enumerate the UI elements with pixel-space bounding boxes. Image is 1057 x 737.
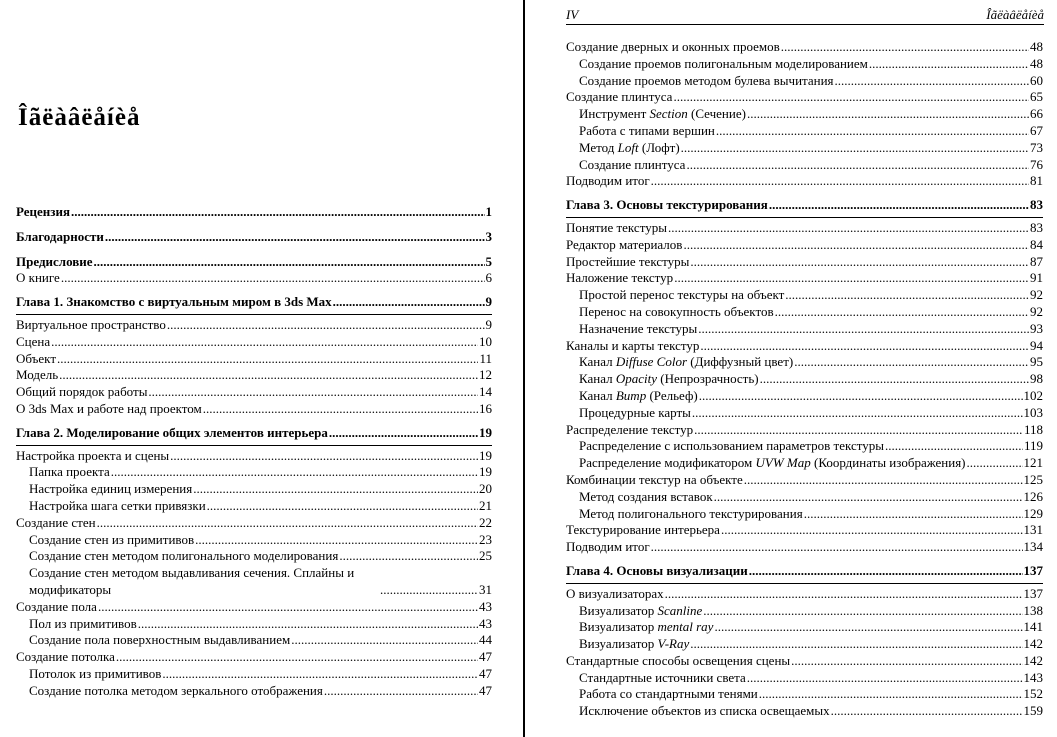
toc-entry (566, 405, 1043, 422)
dot-leader (721, 522, 1023, 539)
toc-entry-title: Распределение текстур (566, 421, 694, 437)
dot-leader (59, 367, 478, 384)
toc-entry-title-text: Канал (579, 354, 616, 370)
toc-entry (566, 287, 1043, 304)
dot-leader (51, 334, 478, 351)
toc-entry-title: Простейшие текстуры (566, 253, 690, 269)
toc-entry (566, 237, 1043, 254)
toc-entry-title: Стандартные способы освещения сцены (566, 652, 791, 668)
toc-entry-title: Процедурные карты (579, 404, 691, 420)
toc-entry (566, 106, 1043, 123)
toc-entry-title: Глава 2. Моделирование общих элементов интерьера (16, 424, 328, 440)
toc-entry-title: Перенос на совокупность объектов (579, 303, 774, 319)
dot-leader (203, 401, 478, 418)
toc-entry-title: Создание стен (16, 514, 96, 530)
toc-page-number: 93 (1030, 320, 1043, 336)
toc-entry-title: Метод полигонального текстурирования (579, 505, 803, 521)
toc-page-number: 142 (1023, 636, 1043, 652)
toc-page-number: 119 (1023, 438, 1043, 454)
toc-entry-title: Глава 4. Основы визуализации (566, 562, 748, 578)
toc-entry (566, 506, 1043, 523)
toc-entry-title: Создание дверных и оконных проемов (566, 39, 780, 54)
dot-leader (162, 666, 478, 683)
dot-leader (694, 422, 1023, 439)
toc-page-number: 47 (479, 665, 492, 681)
dot-leader (674, 270, 1029, 287)
dot-leader (339, 548, 478, 565)
toc-entry (566, 670, 1043, 687)
toc-page-number: 44 (479, 632, 492, 648)
toc-page-number: 60 (1030, 72, 1043, 88)
toc-entry-title-text: Метод (579, 139, 618, 155)
toc-entry (566, 455, 1043, 472)
dot-leader (690, 636, 1022, 653)
toc-page-number: 5 (485, 253, 492, 269)
toc-entry-title-text: Инструмент (579, 106, 650, 122)
toc-entry-title: Простой перенос текстуры на объект (579, 287, 785, 303)
dot-leader (57, 351, 478, 368)
toc-page-number: 48 (1030, 55, 1043, 71)
toc-entry (566, 636, 1043, 653)
toc-page-number: 43 (479, 598, 492, 614)
dot-leader (94, 254, 485, 271)
toc-entry (566, 157, 1043, 174)
running-header (566, 6, 1044, 25)
toc-entry (566, 140, 1043, 157)
toc-major-entry (16, 254, 492, 271)
toc-entry-title-italic: Bump (615, 387, 647, 403)
dot-leader (700, 338, 1029, 355)
toc-page-number: 87 (1030, 253, 1043, 269)
toc-entry-title-text: Визуализатор (579, 602, 658, 618)
dot-leader (759, 686, 1023, 703)
toc-page-number: 98 (1030, 371, 1043, 387)
toc-entry-title (579, 371, 759, 388)
dot-leader (769, 197, 1029, 214)
toc-entry (566, 653, 1043, 670)
toc-page-number: 16 (479, 400, 492, 416)
toc-entry-title: Комбинации текстур на объекте (566, 471, 743, 487)
toc-page-number: 12 (479, 367, 492, 383)
dot-leader (665, 586, 1023, 603)
right-toc (566, 39, 1043, 720)
toc-page-number: 83 (1030, 219, 1043, 235)
toc-entry (16, 481, 492, 498)
dot-leader (744, 472, 1023, 489)
dot-leader (794, 354, 1029, 371)
dot-leader (291, 632, 478, 649)
left-page (0, 0, 523, 737)
toc-entry-title: Общий порядок работы (16, 384, 148, 400)
toc-page-number: 22 (479, 514, 492, 530)
toc-entry-title: О книге (16, 270, 60, 286)
dot-leader (195, 532, 478, 549)
dot-leader (714, 489, 1023, 506)
toc-page-number: 11 (479, 350, 492, 366)
toc-page-number: 43 (479, 615, 492, 631)
toc-entry-title: Создание проемов методом булева вычитания (579, 72, 834, 88)
toc-page-number: 73 (1030, 139, 1043, 155)
toc-page-number: 138 (1023, 602, 1043, 618)
toc-entry (566, 371, 1043, 388)
dot-leader (967, 455, 1023, 472)
dot-leader (170, 448, 478, 465)
toc-page-number: 95 (1030, 354, 1043, 370)
toc-entry-title: Создание плинтуса (566, 89, 673, 105)
toc-page-number: 131 (1023, 522, 1043, 538)
toc-entry-title: Настройка шага сетки привязки (29, 497, 206, 513)
dot-leader (804, 506, 1023, 523)
toc-entry (566, 603, 1043, 620)
dot-leader (791, 653, 1022, 670)
toc-entry-title: Создание стен методом полигонального моделирования (29, 548, 339, 564)
dot-leader (885, 438, 1023, 455)
dot-leader (97, 515, 478, 532)
toc-entry (566, 123, 1043, 140)
dot-leader (71, 204, 484, 221)
toc-entry (16, 599, 492, 616)
toc-entry-title: Папка проекта (29, 464, 110, 480)
toc-entry (16, 351, 492, 368)
dot-leader (651, 173, 1029, 190)
toc-entry-title (579, 140, 680, 157)
toc-page-number: 118 (1023, 421, 1043, 437)
toc-page-number: 137 (1023, 585, 1043, 601)
toc-entry (566, 173, 1043, 190)
toc-entry-title-text: (Координаты изображения) (810, 455, 966, 471)
dot-leader (167, 317, 485, 334)
toc-entry (566, 388, 1043, 405)
toc-entry-title (579, 619, 713, 636)
toc-page-number: 76 (1030, 156, 1043, 172)
dot-leader (148, 384, 478, 401)
toc-page-number: 94 (1030, 337, 1043, 353)
toc-entry-title: Работа со стандартными тенями (579, 686, 758, 702)
toc-page-number: 102 (1023, 387, 1043, 403)
toc-page-number: 141 (1023, 619, 1043, 635)
toc-entry-title: Работа с типами вершин (579, 122, 715, 138)
toc-entry-title (579, 388, 698, 405)
toc-entry-title-italic: Loft (617, 139, 639, 155)
dot-leader (681, 140, 1029, 157)
toc-entry-title (579, 603, 702, 620)
toc-entry-title-text: Визуализатор (579, 636, 658, 652)
toc-entry-title: Создание стен из примитивов (29, 531, 195, 547)
toc-entry-title: Создание плинтуса (579, 156, 686, 172)
toc-entry-title: Создание проемов полигональным моделированием (579, 55, 868, 71)
toc-entry-title: Глава 3. Основы текстурирования (566, 197, 768, 213)
toc-entry-title-text: Канал (579, 387, 616, 403)
toc-entry (16, 616, 492, 633)
toc-entry-title: Стандартные источники света (579, 669, 746, 685)
dot-leader (869, 56, 1029, 73)
toc-page-number: 142 (1023, 652, 1043, 668)
right-page (525, 0, 1057, 737)
dot-leader (686, 157, 1029, 174)
toc-page-number: 65 (1030, 89, 1043, 105)
toc-entry (16, 464, 492, 481)
toc-page-number: 125 (1023, 471, 1043, 487)
toc-page-number: 14 (479, 384, 492, 400)
toc-entry-title: Глава 1. Знакомство с виртуальным миром в 3ds Max (16, 294, 332, 310)
dot-leader (138, 616, 478, 633)
dot-leader (831, 703, 1023, 720)
toc-entry (16, 498, 492, 515)
toc-page-number: 81 (1030, 173, 1043, 189)
toc-page-number: 103 (1023, 404, 1043, 420)
toc-page-number: 92 (1030, 303, 1043, 319)
toc-chapter-entry (566, 197, 1043, 218)
toc-entry-title (579, 455, 966, 472)
dot-leader (105, 229, 485, 246)
toc-page-number: 9 (485, 294, 492, 310)
toc-entry (566, 304, 1043, 321)
toc-entry (16, 515, 492, 532)
dot-leader (835, 73, 1029, 90)
toc-entry (566, 703, 1043, 720)
toc-entry-title-text: Распределение модификатором (579, 455, 756, 471)
toc-entry (16, 334, 492, 351)
toc-entry-title-italic: UVW Map (755, 455, 811, 471)
left-toc (16, 204, 492, 700)
toc-entry-title: Потолок из примитивов (29, 665, 162, 681)
dot-leader (333, 294, 485, 311)
header-title: Îãëàâëåíèå (986, 7, 1044, 22)
toc-entry (16, 548, 492, 565)
toc-chapter-entry (16, 294, 492, 315)
toc-chapter-entry (566, 563, 1043, 584)
toc-entry-title-italic: mental ray (657, 619, 714, 635)
toc-entry (16, 384, 492, 401)
toc-page-number: 137 (1023, 562, 1043, 578)
toc-entry (16, 317, 492, 334)
toc-entry-title-italic: V-Ray (657, 636, 690, 652)
toc-entry-title: Наложение текстур (566, 270, 674, 286)
toc-page-number: 152 (1023, 686, 1043, 702)
toc-page-number: 134 (1023, 539, 1043, 555)
dot-leader (193, 481, 478, 498)
dot-leader (651, 539, 1023, 556)
toc-page-number: 23 (479, 531, 492, 547)
dot-leader (760, 371, 1029, 388)
toc-entry (566, 56, 1043, 73)
toc-page-number: 48 (1030, 39, 1043, 54)
toc-entry-title: Создание потолка методом зеркального отображения (29, 682, 323, 698)
dot-leader (714, 619, 1022, 636)
toc-entry-title: Распределение с использованием параметров текстуры (579, 438, 884, 454)
toc-page-number: 126 (1023, 488, 1043, 504)
toc-entry-title: Создание пола поверхностным выдавливанием (29, 632, 291, 648)
toc-entry (566, 321, 1043, 338)
toc-entry-title (579, 354, 793, 371)
toc-page-number: 31 (479, 581, 492, 597)
toc-entry (566, 586, 1043, 603)
dot-leader (329, 425, 478, 442)
toc-entry-title-text: (Диффузный цвет) (687, 354, 794, 370)
toc-entry-title-text: (Непрозрачность) (657, 371, 759, 387)
toc-entry-title-text: (Сечение) (687, 106, 746, 122)
toc-page-number: 143 (1023, 669, 1043, 685)
toc-entry-title: Исключение объектов из списка освещаемых (579, 703, 830, 719)
toc-entry-title: Каналы и карты текстур (566, 337, 700, 353)
dot-leader (747, 670, 1023, 687)
toc-entry (16, 565, 492, 599)
toc-chapter-entry (16, 425, 492, 446)
toc-page-number: 84 (1030, 236, 1043, 252)
dot-leader (716, 123, 1029, 140)
toc-entry-title: О 3ds Max и работе над проектом (16, 400, 202, 416)
dot-leader (785, 287, 1029, 304)
toc-page-number: 47 (479, 682, 492, 698)
toc-page-number: 10 (479, 333, 492, 349)
toc-entry (16, 401, 492, 418)
toc-entry-title-italic: Diffuse Color (615, 354, 688, 370)
dot-leader (98, 599, 478, 616)
toc-entry (16, 632, 492, 649)
toc-entry-title: Настройка единиц измерения (29, 481, 193, 497)
toc-entry (16, 683, 492, 700)
dot-leader (683, 237, 1029, 254)
toc-page-number: 159 (1023, 703, 1043, 719)
toc-entry (566, 89, 1043, 106)
toc-entry (566, 270, 1043, 287)
toc-entry (566, 354, 1043, 371)
toc-page-number: 3 (485, 228, 492, 244)
toc-entry (16, 270, 492, 287)
toc-entry-title-text: Визуализатор (579, 619, 658, 635)
toc-entry-title-italic: Scanline (657, 602, 703, 618)
toc-entry (566, 73, 1043, 90)
chapter-heading: Îãëàâëåíèå (18, 104, 141, 131)
dot-leader (703, 603, 1022, 620)
toc-entry-title-text: Канал (579, 371, 616, 387)
toc-entry (16, 666, 492, 683)
toc-page-number: 67 (1030, 122, 1043, 138)
toc-entry-title-text: (Лофт) (638, 139, 680, 155)
toc-entry (566, 489, 1043, 506)
dot-leader (380, 582, 478, 599)
toc-page-number: 121 (1023, 455, 1043, 471)
toc-entry (16, 367, 492, 384)
toc-entry (566, 220, 1043, 237)
dot-leader (692, 405, 1023, 422)
toc-entry-title: Создание потолка (16, 649, 115, 665)
dot-leader (324, 683, 478, 700)
dot-leader (781, 39, 1029, 56)
toc-entry-title: Благодарности (16, 228, 104, 244)
toc-entry-title: Редактор материалов (566, 236, 683, 252)
toc-entry-title: Предисловие (16, 253, 93, 269)
toc-page-number: 19 (479, 464, 492, 480)
dot-leader (698, 321, 1029, 338)
toc-entry-title: Метод создания вставок (579, 488, 713, 504)
toc-entry (16, 532, 492, 549)
toc-entry (566, 539, 1043, 556)
dot-leader (749, 563, 1023, 580)
toc-entry (566, 472, 1043, 489)
toc-entry-title: Объект (16, 350, 56, 366)
toc-entry-title: Назначение текстуры (579, 320, 698, 336)
dot-leader (668, 220, 1029, 237)
toc-page-number: 91 (1030, 270, 1043, 286)
toc-major-entry (16, 229, 492, 246)
toc-entry (16, 448, 492, 465)
dot-leader (775, 304, 1029, 321)
toc-page-number: 25 (479, 548, 492, 564)
toc-entry-title: Текстурирование интерьера (566, 522, 720, 538)
toc-entry-title: Настройка проекта и сцены (16, 447, 170, 463)
toc-page-number: 47 (479, 649, 492, 665)
dot-leader (699, 388, 1023, 405)
dot-leader (61, 270, 485, 287)
toc-entry (566, 422, 1043, 439)
dot-leader (673, 89, 1029, 106)
header-page-number: IV (566, 7, 579, 22)
toc-page-number: 1 (485, 204, 492, 219)
toc-entry (566, 438, 1043, 455)
toc-page-number: 20 (479, 481, 492, 497)
dot-leader (207, 498, 478, 515)
toc-entry (566, 338, 1043, 355)
toc-entry-title: Виртуальное пространство (16, 316, 166, 332)
toc-entry-title (579, 636, 689, 653)
toc-entry (566, 254, 1043, 271)
toc-entry (566, 686, 1043, 703)
toc-entry-title (579, 106, 746, 123)
toc-major-entry (16, 204, 492, 221)
toc-entry-title-italic: Opacity (615, 371, 658, 387)
toc-entry-title-text: (Рельеф) (646, 387, 698, 403)
dot-leader (116, 649, 478, 666)
toc-entry-title: Подводим итог (566, 539, 650, 555)
toc-entry-title: Пол из примитивов (29, 615, 137, 631)
toc-page-number: 92 (1030, 287, 1043, 303)
toc-entry-title: О визуализаторах (566, 585, 664, 601)
toc-entry-title: Создание пола (16, 598, 97, 614)
toc-entry-title: Рецензия (16, 204, 71, 219)
toc-entry (566, 522, 1043, 539)
toc-entry (16, 649, 492, 666)
toc-page-number: 19 (479, 424, 492, 440)
dot-leader (111, 464, 478, 481)
toc-page-number: 21 (479, 497, 492, 513)
toc-entry-title: Сцена (16, 333, 51, 349)
toc-entry (566, 39, 1043, 56)
toc-page-number: 9 (485, 316, 492, 332)
toc-page-number: 83 (1030, 197, 1043, 213)
toc-page-number: 19 (479, 447, 492, 463)
toc-entry-title-italic: Section (649, 106, 688, 122)
toc-page-number: 129 (1023, 505, 1043, 521)
toc-page-number: 66 (1030, 106, 1043, 122)
toc-page-number: 6 (485, 270, 492, 286)
toc-entry-title: Понятие текстуры (566, 219, 667, 235)
toc-entry-title: Подводим итог (566, 173, 650, 189)
dot-leader (690, 254, 1029, 271)
toc-entry-title: Создание стен методом выдавливания сечения. Сплайны и модификаторы (29, 565, 355, 597)
toc-entry (566, 619, 1043, 636)
toc-entry-title: Модель (16, 367, 59, 383)
dot-leader (747, 106, 1029, 123)
